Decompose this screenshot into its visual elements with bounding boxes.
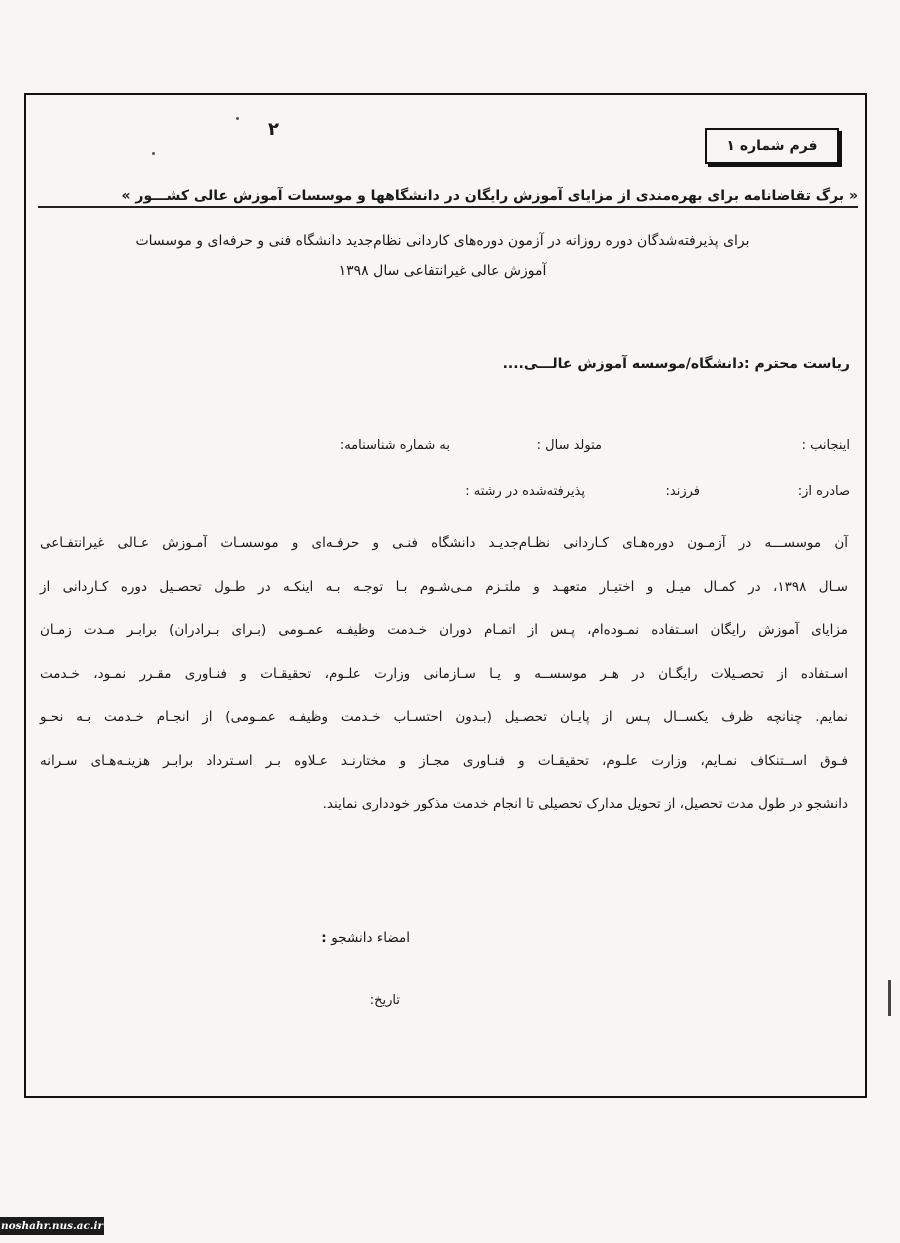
- signature-field: [260, 930, 410, 946]
- accepted-in-label: پذیرفته‌شده در رشته :: [465, 484, 585, 499]
- applicant-label: اینجانب :: [801, 438, 850, 453]
- child-of-label: فرزند:: [665, 484, 700, 499]
- date-label: تاریخ:: [369, 993, 400, 1008]
- site-watermark: [0, 1217, 104, 1235]
- birth-year-label: متولد سال :: [536, 438, 602, 453]
- stray-ink-mark: ٢: [268, 119, 279, 140]
- paragraph-line: فـوق اســتنکاف نمـایم، وزارت علـوم، تحقیقـات و فنـاوری مجـاز و مختارنـد عـلاوه بـر اسـترداد برابـر هزینـه‌هـای سـرانه: [40, 752, 848, 769]
- id-number-label: به شماره شناسنامه:: [339, 438, 450, 453]
- paragraph-line: دانشجو در طول مدت تحصیل، از تحویل مدارک تحصیلی تا انجام خدمت مذکور خودداری نمایند.: [322, 796, 848, 812]
- subtitle-line-2: آموزش عالی غیرانتفاعی سال ۱۳۹۸: [338, 263, 547, 279]
- signature-colon: :: [321, 930, 332, 946]
- paragraph-line: اسـتفاده از تحصـیلات رایگـان در هـر موسســه و یـا سـازمانی وزارت علـوم، تحقیقـات و فنـاوری مقـرر نمـود، خـدمت: [40, 665, 848, 682]
- form-number-label: فرم شماره ۱: [726, 138, 818, 154]
- subtitle-line-1: برای پذیرفته‌شدگان دوره روزانه در آزمون دوره‌های کاردانی نظام‌جدید دانشگاه فنی و حرفه‌ای و موسسات: [135, 233, 750, 249]
- scan-speck: [236, 117, 239, 120]
- paragraph-line: مزایای آموزش رایگان اسـتفاده نمـوده‌ام، پـس از اتمـام دوران خـدمت وظیفـه عمـومی (بـرای بـرادران) برابـر مـدت زمـان: [40, 622, 848, 638]
- form-title: « برگ تقاضانامه برای بهره‌مندی از مزایای آموزش رایگان در دانشگاهها و موسسات آموزش عالی کشـــور »: [38, 188, 858, 208]
- watermark-text: noshahr.nus.ac.ir: [0, 1220, 104, 1232]
- salutation: ریاست محترم :دانشگاه/موسسه آموزش عالـــی....: [502, 356, 850, 372]
- signature-label: امضاء دانشجو: [331, 930, 410, 946]
- field-row-2: [60, 484, 850, 506]
- form-number-box: [705, 128, 839, 164]
- scan-speck: [152, 152, 155, 155]
- paragraph-line: سـال ۱۳۹۸، در کمـال میـل و اختیـار متعهـد و ملتـزم مـی‌شـوم بـا توجـه بـه اینکـه در طـول تحصـیل دوره کـاردانی از: [40, 578, 848, 595]
- paragraph-line: نمایم. چنانچه ظرف یکســال پـس از پایـان تحصـیل (بـدون احتسـاب خـدمت وظیفـه عمـومی) از انجـام خـدمت بـه نحـو: [40, 709, 848, 725]
- commitment-paragraph: [40, 522, 848, 827]
- form-subtitle: [40, 226, 845, 286]
- issued-from-label: صادره از:: [797, 484, 850, 499]
- field-row-1: [60, 438, 850, 460]
- margin-mark: [888, 980, 891, 1016]
- paragraph-line: آن موسســـه در آزمـون دوره‌هـای کـاردانی نظـام‌جدیـد دانشگاه فنـی و حرفـه‌ای و موسسـات آمـوزش عـالی غیرانتفـاعی: [40, 535, 848, 551]
